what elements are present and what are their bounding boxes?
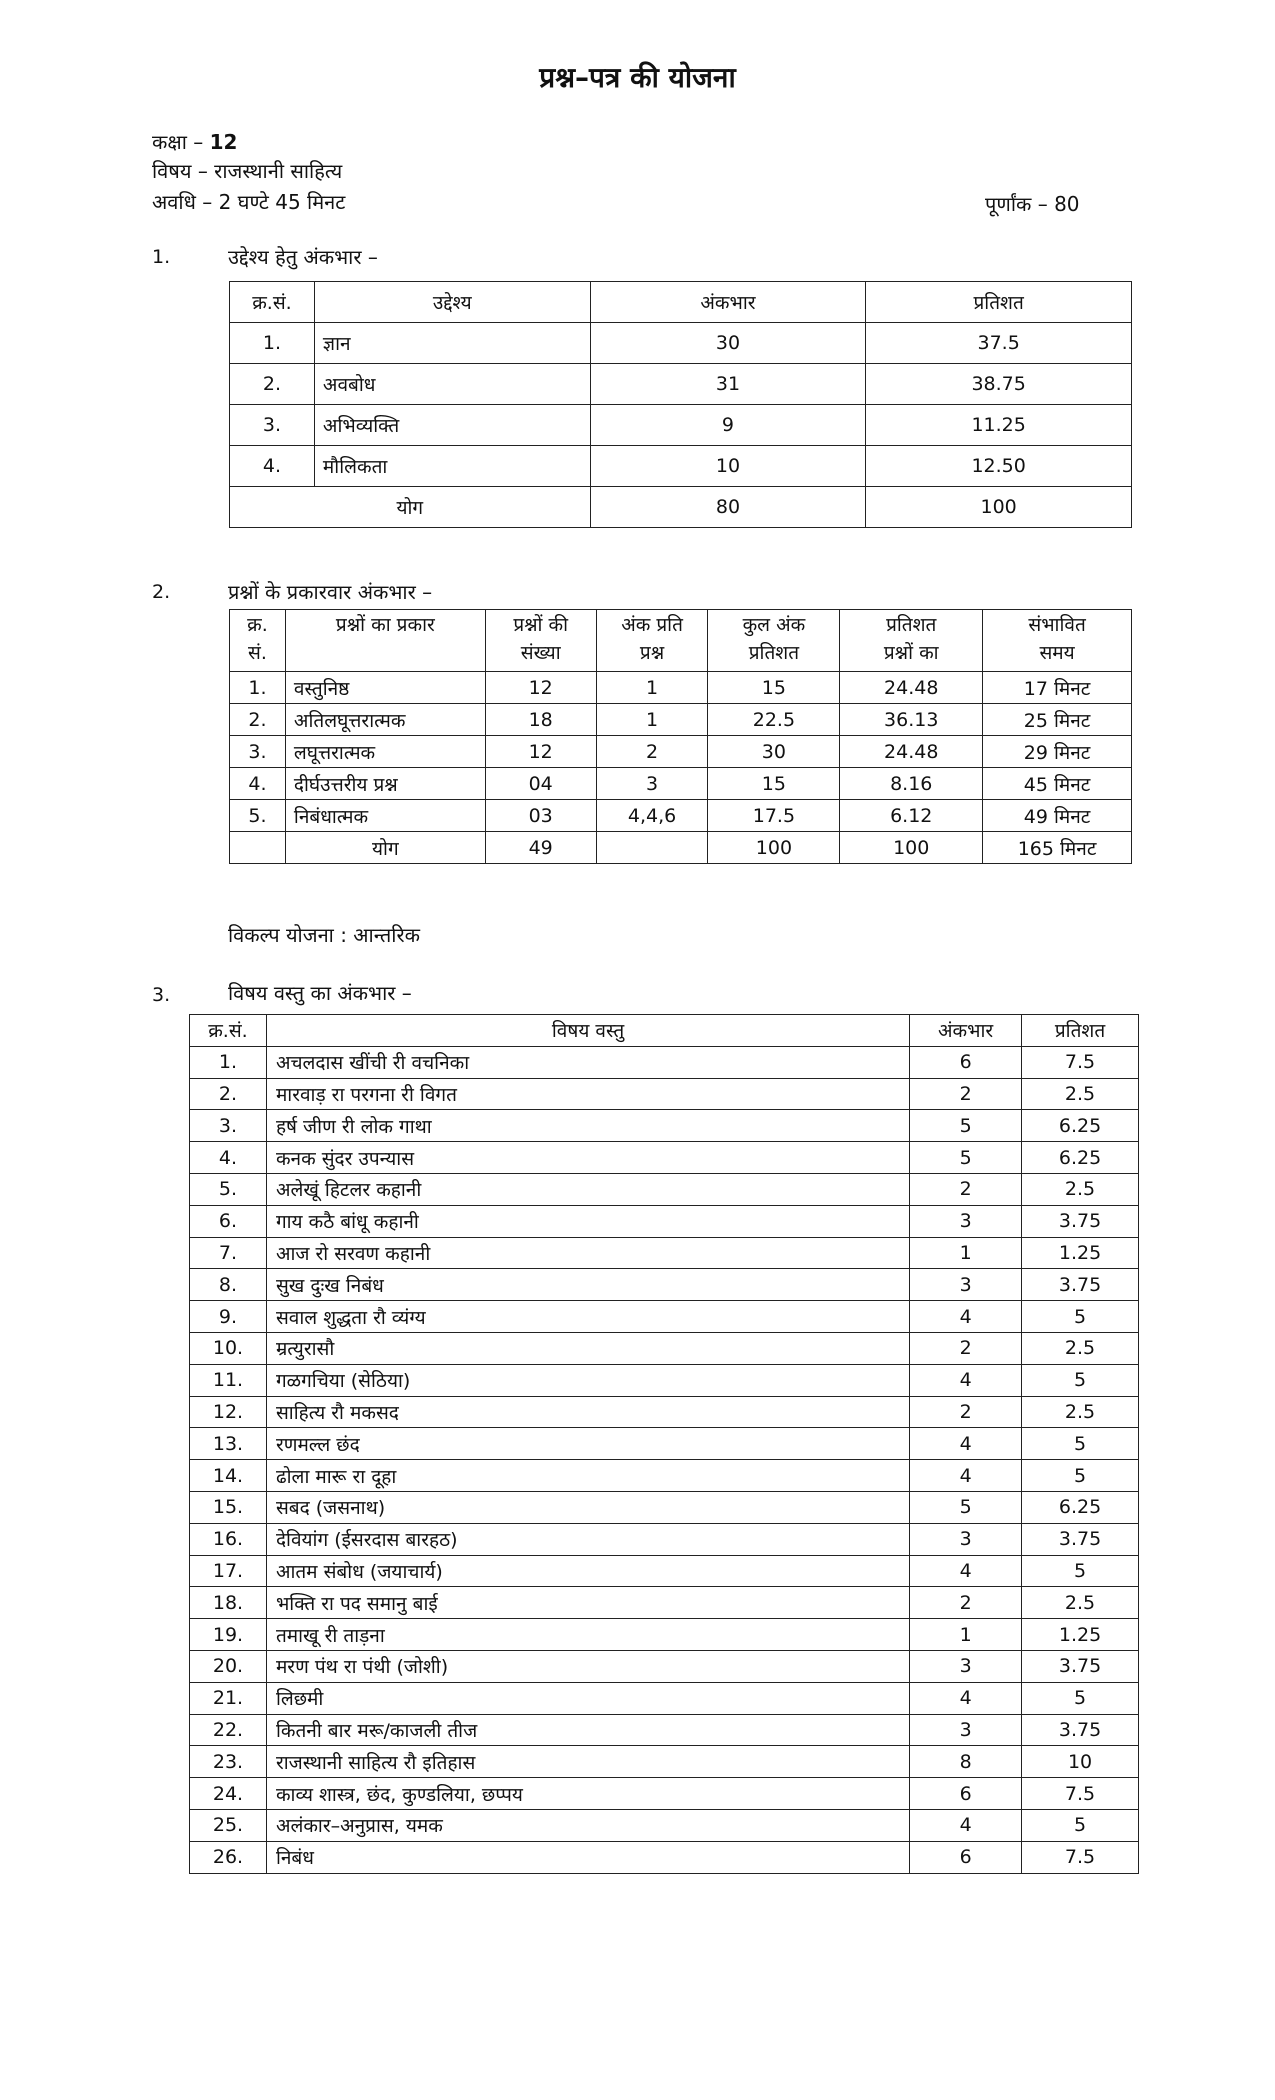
content-cell: रणमल्ल छंद [266, 1428, 909, 1460]
table-row [190, 1619, 1139, 1651]
marks-cell: 4 [910, 1555, 1022, 1587]
content-cell: सुख दुःख निबंध [266, 1269, 909, 1301]
total-marks: 80 [590, 487, 866, 528]
marks-cell: 8 [910, 1746, 1022, 1778]
count-cell: 12 [485, 736, 596, 768]
marks-cell: 2 [910, 1396, 1022, 1428]
percent-cell: 6.25 [1022, 1491, 1139, 1523]
table-row [190, 1173, 1139, 1205]
table-row [230, 768, 1132, 800]
question-percent-cell: 8.16 [840, 768, 983, 800]
percent-cell: 2.5 [1022, 1173, 1139, 1205]
section2-number: 2. [152, 581, 171, 603]
content-cell: सबद (जसनाथ) [266, 1491, 909, 1523]
content-cell: गळगचिया (सेठिया) [266, 1364, 909, 1396]
marks-per-question-cell: 1 [596, 704, 708, 736]
serial-cell: 8. [190, 1269, 267, 1301]
table-row [190, 1523, 1139, 1555]
marks-per-question-cell: 4,4,6 [596, 800, 708, 832]
serial-cell: 11. [190, 1364, 267, 1396]
count-cell: 04 [485, 768, 596, 800]
section3-number: 3. [152, 984, 171, 1006]
type-cell: दीर्घउत्तरीय प्रश्न [285, 768, 485, 800]
table-row [230, 364, 1132, 405]
time-cell: 25 मिनट [983, 704, 1132, 736]
percent-cell: 37.5 [866, 323, 1132, 364]
content-rows [190, 1046, 1139, 1873]
percent-cell: 10 [1022, 1746, 1139, 1778]
serial-cell: 2. [230, 364, 315, 405]
percent-cell: 1.25 [1022, 1237, 1139, 1269]
content-cell: मरण पंथ रा पंथी (जोशी) [266, 1650, 909, 1682]
marks-cell: 6 [910, 1841, 1022, 1873]
serial-cell: 15. [190, 1491, 267, 1523]
content-cell: सवाल शुद्धता रौ व्यंग्य [266, 1301, 909, 1333]
serial-cell: 18. [190, 1587, 267, 1619]
marks-cell: 3 [910, 1523, 1022, 1555]
serial-cell: 6. [190, 1205, 267, 1237]
marks-cell: 4 [910, 1682, 1022, 1714]
serial-cell: 10. [190, 1332, 267, 1364]
total-marks-percent-cell: 30 [708, 736, 840, 768]
col-header: प्रतिशत [866, 282, 1132, 323]
percent-cell: 3.75 [1022, 1205, 1139, 1237]
marks-cell: 4 [910, 1460, 1022, 1492]
section1-title: उद्देश्य हेतु अंकभार – [228, 245, 378, 269]
question-percent-cell: 36.13 [840, 704, 983, 736]
marks-cell: 6 [910, 1046, 1022, 1078]
count-cell: 18 [485, 704, 596, 736]
percent-cell: 5 [1022, 1364, 1139, 1396]
count-cell: 03 [485, 800, 596, 832]
marks-cell: 3 [910, 1205, 1022, 1237]
serial-cell: 1. [230, 672, 286, 704]
serial-cell: 7. [190, 1237, 267, 1269]
table-row [190, 1078, 1139, 1110]
percent-cell: 6.25 [1022, 1142, 1139, 1174]
table-header-row [190, 1015, 1139, 1047]
serial-cell: 4. [190, 1142, 267, 1174]
marks-cell: 2 [910, 1078, 1022, 1110]
total-marks-percent-cell: 17.5 [708, 800, 840, 832]
question-percent-cell: 24.48 [840, 672, 983, 704]
table-row [230, 672, 1132, 704]
content-weightage-table [189, 1014, 1139, 1874]
serial-cell: 23. [190, 1746, 267, 1778]
col-header: संभावित समय [983, 610, 1132, 672]
content-cell: अचलदास खींची री वचनिका [266, 1046, 909, 1078]
class-value: 12 [209, 130, 238, 154]
content-cell: कनक सुंदर उपन्यास [266, 1142, 909, 1174]
time-cell: 45 मिनट [983, 768, 1132, 800]
table-header-row [230, 282, 1132, 323]
table-row [190, 1237, 1139, 1269]
marks-cell: 2 [910, 1587, 1022, 1619]
percent-cell: 3.75 [1022, 1650, 1139, 1682]
table-row [190, 1332, 1139, 1364]
serial-cell: 5. [230, 800, 286, 832]
time-cell: 49 मिनट [983, 800, 1132, 832]
percent-cell: 12.50 [866, 446, 1132, 487]
question-percent-cell: 6.12 [840, 800, 983, 832]
table-row [190, 1110, 1139, 1142]
content-cell: साहित्य रौ मकसद [266, 1396, 909, 1428]
total-question-percent: 100 [840, 832, 983, 864]
col-header: क्र.सं. [230, 282, 315, 323]
subject-line: विषय – राजस्थानी साहित्य [152, 159, 343, 183]
objective-cell: मौलिकता [314, 446, 590, 487]
table-row [190, 1587, 1139, 1619]
section1-number: 1. [152, 246, 171, 268]
percent-cell: 2.5 [1022, 1587, 1139, 1619]
question-type-table [229, 609, 1132, 864]
table-row [230, 800, 1132, 832]
percent-cell: 2.5 [1022, 1332, 1139, 1364]
table-row [190, 1746, 1139, 1778]
objective-cell: ज्ञान [314, 323, 590, 364]
content-cell: गाय कठै बांधू कहानी [266, 1205, 909, 1237]
section2-title: प्रश्नों के प्रकारवार अंकभार – [228, 580, 433, 604]
content-cell: राजस्थानी साहित्य रौ इतिहास [266, 1746, 909, 1778]
table-row [190, 1269, 1139, 1301]
serial-cell: 25. [190, 1809, 267, 1841]
percent-cell: 5 [1022, 1460, 1139, 1492]
percent-cell: 1.25 [1022, 1619, 1139, 1651]
table-row [190, 1809, 1139, 1841]
table-row [190, 1364, 1139, 1396]
serial-cell: 16. [190, 1523, 267, 1555]
page-title: प्रश्न–पत्र की योजना [539, 61, 736, 94]
percent-cell: 5 [1022, 1428, 1139, 1460]
type-cell: निबंधात्मक [285, 800, 485, 832]
time-cell: 17 मिनट [983, 672, 1132, 704]
serial-cell: 19. [190, 1619, 267, 1651]
table-row [190, 1460, 1139, 1492]
marks-cell: 3 [910, 1650, 1022, 1682]
marks-cell: 1 [910, 1619, 1022, 1651]
percent-cell: 3.75 [1022, 1714, 1139, 1746]
content-cell: हर्ष जीण री लोक गाथा [266, 1110, 909, 1142]
total-marks-percent: 100 [708, 832, 840, 864]
table-row [190, 1778, 1139, 1810]
col-header: कुल अंक प्रतिशत [708, 610, 840, 672]
percent-cell: 5 [1022, 1301, 1139, 1333]
col-header: अंकभार [910, 1015, 1022, 1047]
table-row [190, 1301, 1139, 1333]
percent-cell: 2.5 [1022, 1078, 1139, 1110]
marks-cell: 5 [910, 1491, 1022, 1523]
marks-cell: 9 [590, 405, 866, 446]
serial-cell: 1. [230, 323, 315, 364]
col-header: प्रतिशत [1022, 1015, 1139, 1047]
content-cell: अलेखूं हिटलर कहानी [266, 1173, 909, 1205]
content-cell: कितनी बार मरू/काजली तीज [266, 1714, 909, 1746]
serial-cell: 3. [190, 1110, 267, 1142]
total-label: योग [285, 832, 485, 864]
content-cell: ढोला मारू रा दूहा [266, 1460, 909, 1492]
content-cell: तमाखू री ताड़ना [266, 1619, 909, 1651]
content-cell: भक्ति रा पद समानु बाई [266, 1587, 909, 1619]
col-header: प्रश्नों का प्रकार [285, 610, 485, 672]
option-scheme: विकल्प योजना : आन्तरिक [228, 923, 421, 947]
percent-cell: 7.5 [1022, 1841, 1139, 1873]
table-row [190, 1428, 1139, 1460]
percent-cell: 11.25 [866, 405, 1132, 446]
total-marks-percent-cell: 22.5 [708, 704, 840, 736]
total-marks-percent-cell: 15 [708, 768, 840, 800]
total-row [230, 832, 1132, 864]
marks-cell: 1 [910, 1237, 1022, 1269]
marks-cell: 10 [590, 446, 866, 487]
count-cell: 12 [485, 672, 596, 704]
table-row [190, 1841, 1139, 1873]
table-row [230, 736, 1132, 768]
marks-cell: 2 [910, 1332, 1022, 1364]
type-cell: वस्तुनिष्ठ [285, 672, 485, 704]
type-cell: लघूत्तरात्मक [285, 736, 485, 768]
percent-cell: 7.5 [1022, 1778, 1139, 1810]
percent-cell: 3.75 [1022, 1269, 1139, 1301]
class-line [152, 128, 237, 155]
serial-cell: 4. [230, 768, 286, 800]
col-header: अंक प्रति प्रश्न [596, 610, 708, 672]
content-cell: काव्य शास्त्र, छंद, कुण्डलिया, छप्पय [266, 1778, 909, 1810]
percent-cell: 5 [1022, 1555, 1139, 1587]
duration-line: अवधि – 2 घण्टे 45 मिनट [152, 190, 346, 214]
content-cell: देवियांग (ईसरदास बारहठ) [266, 1523, 909, 1555]
percent-cell: 3.75 [1022, 1523, 1139, 1555]
table-row [230, 704, 1132, 736]
total-serial [230, 832, 286, 864]
class-label: कक्षा – [152, 130, 210, 154]
marks-cell: 3 [910, 1714, 1022, 1746]
marks-cell: 31 [590, 364, 866, 405]
serial-cell: 22. [190, 1714, 267, 1746]
table-row [190, 1142, 1139, 1174]
content-cell: आज रो सरवण कहानी [266, 1237, 909, 1269]
marks-cell: 4 [910, 1428, 1022, 1460]
marks-per-question-cell: 1 [596, 672, 708, 704]
serial-cell: 21. [190, 1682, 267, 1714]
objective-cell: अभिव्यक्ति [314, 405, 590, 446]
serial-cell: 9. [190, 1301, 267, 1333]
content-cell: मारवाड़ रा परगना री विगत [266, 1078, 909, 1110]
total-label: योग [230, 487, 591, 528]
serial-cell: 13. [190, 1428, 267, 1460]
percent-cell: 6.25 [1022, 1110, 1139, 1142]
total-time: 165 मिनट [983, 832, 1132, 864]
col-header: उद्देश्य [314, 282, 590, 323]
objectives-table [229, 281, 1132, 528]
section3-title: विषय वस्तु का अंकभार – [228, 981, 412, 1005]
serial-cell: 20. [190, 1650, 267, 1682]
table-row [190, 1682, 1139, 1714]
time-cell: 29 मिनट [983, 736, 1132, 768]
col-header: क्र. सं. [230, 610, 286, 672]
col-header: प्रतिशत प्रश्नों का [840, 610, 983, 672]
marks-cell: 30 [590, 323, 866, 364]
marks-per-question-cell: 2 [596, 736, 708, 768]
serial-cell: 2. [190, 1078, 267, 1110]
objective-cell: अवबोध [314, 364, 590, 405]
col-header: क्र.सं. [190, 1015, 267, 1047]
percent-cell: 7.5 [1022, 1046, 1139, 1078]
table-row [190, 1046, 1139, 1078]
table-row [230, 446, 1132, 487]
marks-per-question-cell: 3 [596, 768, 708, 800]
total-marks-per-question [596, 832, 708, 864]
table-row [190, 1650, 1139, 1682]
serial-cell: 1. [190, 1046, 267, 1078]
total-percent: 100 [866, 487, 1132, 528]
serial-cell: 5. [190, 1173, 267, 1205]
total-marks-percent-cell: 15 [708, 672, 840, 704]
serial-cell: 2. [230, 704, 286, 736]
type-cell: अतिलघूत्तरात्मक [285, 704, 485, 736]
table-row [230, 405, 1132, 446]
percent-cell: 5 [1022, 1682, 1139, 1714]
col-header: प्रश्नों की संख्या [485, 610, 596, 672]
table-row [190, 1491, 1139, 1523]
marks-cell: 2 [910, 1173, 1022, 1205]
table-row [190, 1555, 1139, 1587]
total-count: 49 [485, 832, 596, 864]
serial-cell: 24. [190, 1778, 267, 1810]
question-percent-cell: 24.48 [840, 736, 983, 768]
total-row [230, 487, 1132, 528]
percent-cell: 2.5 [1022, 1396, 1139, 1428]
content-cell: लिछमी [266, 1682, 909, 1714]
col-header: विषय वस्तु [266, 1015, 909, 1047]
content-cell: म्रत्युरासौ [266, 1332, 909, 1364]
marks-cell: 6 [910, 1778, 1022, 1810]
marks-cell: 4 [910, 1364, 1022, 1396]
serial-cell: 3. [230, 405, 315, 446]
content-cell: अलंकार–अनुप्रास, यमक [266, 1809, 909, 1841]
full-marks: पूर्णांक – 80 [985, 192, 1080, 216]
serial-cell: 3. [230, 736, 286, 768]
content-cell: आतम संबोध (जयाचार्य) [266, 1555, 909, 1587]
serial-cell: 4. [230, 446, 315, 487]
marks-cell: 4 [910, 1809, 1022, 1841]
table-row [190, 1396, 1139, 1428]
marks-cell: 3 [910, 1269, 1022, 1301]
percent-cell: 38.75 [866, 364, 1132, 405]
table-row [190, 1714, 1139, 1746]
serial-cell: 14. [190, 1460, 267, 1492]
percent-cell: 5 [1022, 1809, 1139, 1841]
serial-cell: 26. [190, 1841, 267, 1873]
table-row [190, 1205, 1139, 1237]
content-cell: निबंध [266, 1841, 909, 1873]
serial-cell: 17. [190, 1555, 267, 1587]
marks-cell: 4 [910, 1301, 1022, 1333]
marks-cell: 5 [910, 1110, 1022, 1142]
col-header: अंकभार [590, 282, 866, 323]
serial-cell: 12. [190, 1396, 267, 1428]
marks-cell: 5 [910, 1142, 1022, 1174]
table-row [230, 323, 1132, 364]
table-header-row [230, 610, 1132, 672]
